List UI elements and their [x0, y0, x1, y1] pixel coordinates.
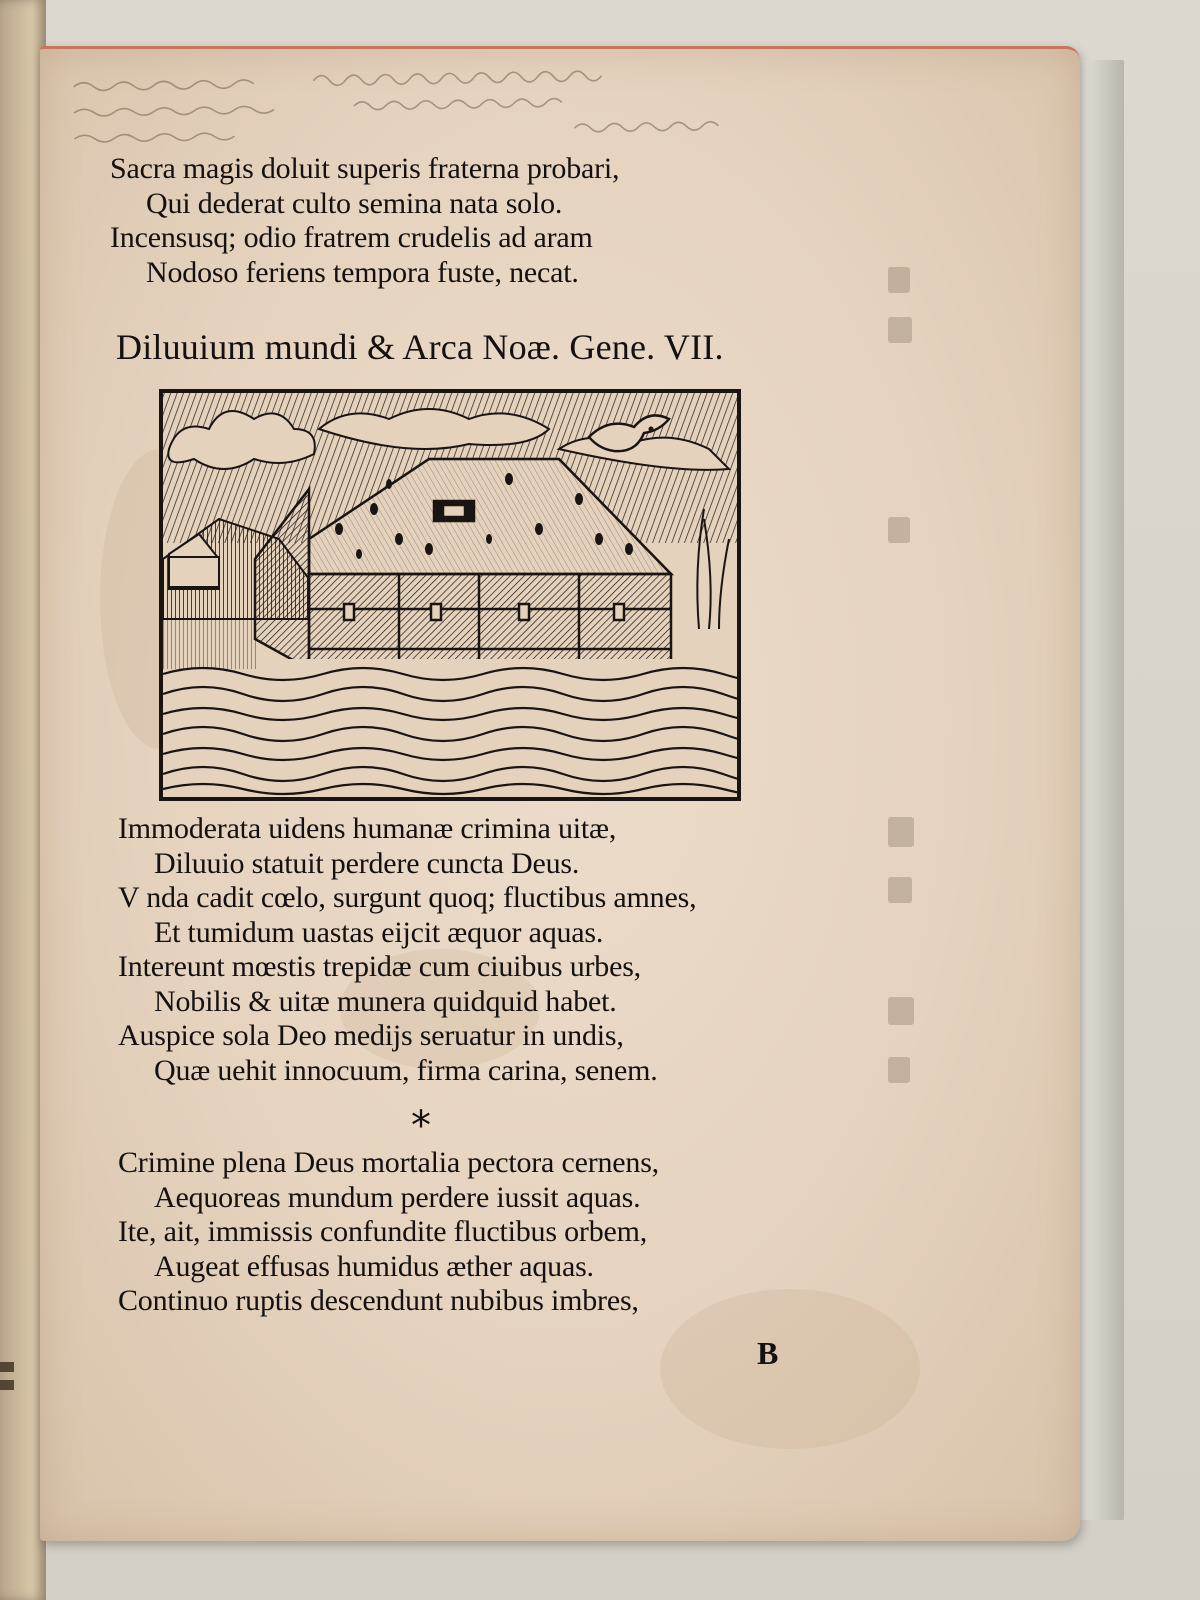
noahs-ark-woodcut-icon — [159, 389, 741, 801]
poem-line: Intereunt mœstis trepidæ cum ciuibus urbes, — [118, 950, 641, 983]
asterisk-separator: * — [411, 1103, 431, 1149]
main-poem — [118, 812, 696, 1088]
signature-mark: B — [757, 1335, 779, 1371]
top-poem — [110, 152, 619, 290]
poem-line: Nobilis & uitæ munera quidquid habet. — [154, 984, 617, 1018]
second-poem — [118, 1146, 659, 1319]
page-heading: Diluuium mundi & Arca Noæ. Gene. VII. — [116, 327, 724, 367]
poem-line: Ite, ait, immissis confundite fluctibus orbem, — [118, 1215, 648, 1248]
handwritten-marginalia — [53, 53, 775, 162]
poem-line: V nda cadit cœlo, surgunt quoq; fluctibus amnes, — [118, 881, 697, 914]
poem-line: Immoderata uidens humanæ crimina uitæ, — [118, 812, 617, 845]
handwriting-scribble-icon — [53, 53, 775, 162]
poem-line: Aequoreas mundum perdere iussit aquas. — [154, 1180, 641, 1214]
poem-line: Continuo ruptis descendunt nubibus imbres, — [118, 1284, 639, 1317]
show-through-glyphs-icon — [882, 257, 922, 1157]
poem-line: Auspice sola Deo medijs seruatur in undis, — [118, 1019, 624, 1052]
poem-line: Sacra magis doluit superis fraterna probari, — [110, 152, 620, 185]
poem-line: Incensusq; odio fratrem crudelis ad aram — [110, 221, 593, 254]
left-page-text-fragment — [0, 1362, 14, 1372]
foxing-stain — [660, 1289, 920, 1449]
poem-line: Diluuio statuit perdere cuncta Deus. — [154, 846, 580, 880]
show-through-letters — [882, 257, 922, 1174]
poem-line: Et tumidum uastas eijcit æquor aquas. — [154, 915, 604, 949]
poem-line: Crimine plena Deus mortalia pectora cernens, — [118, 1146, 659, 1179]
left-page-text-fragment — [0, 1380, 14, 1390]
poem-line: Qui dederat culto semina nata solo. — [146, 186, 563, 220]
poem-line: Nodoso feriens tempora fuste, necat. — [146, 255, 579, 289]
poem-line: Quæ uehit innocuum, firma carina, senem. — [154, 1053, 658, 1087]
poem-line: Augeat effusas humidus æther aquas. — [154, 1249, 594, 1283]
